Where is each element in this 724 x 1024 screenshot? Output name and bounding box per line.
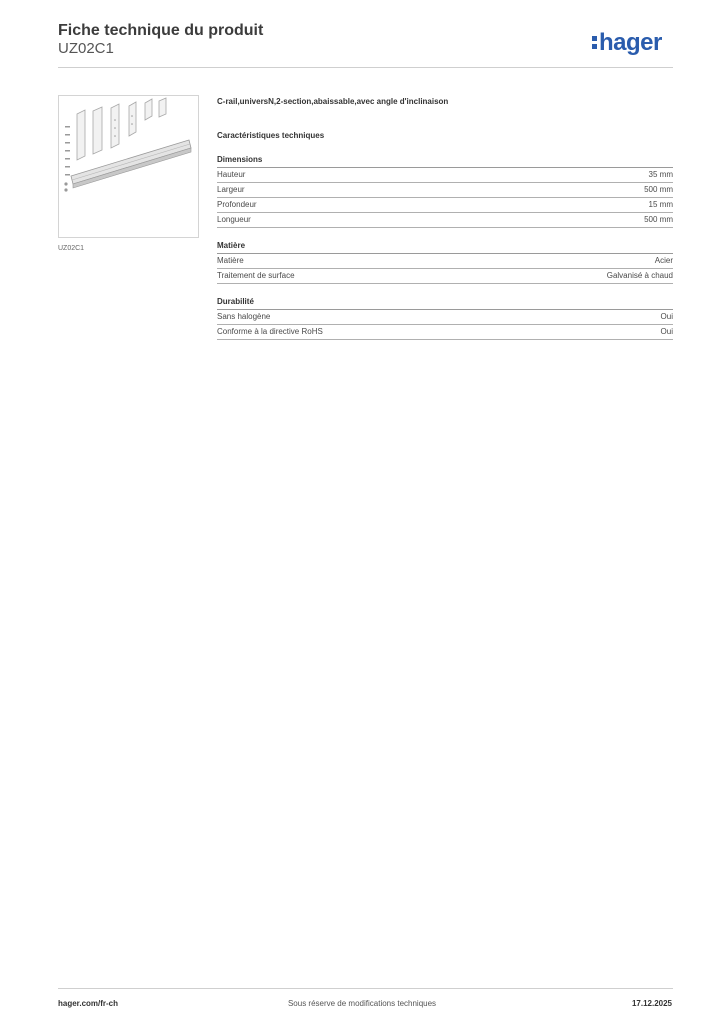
spec-label: Traitement de surface [217,271,295,280]
spec-row [217,198,673,213]
spec-value: 35 mm [648,170,673,179]
spec-content [217,96,673,340]
spec-label: Matière [217,256,244,265]
spec-row [217,254,673,269]
footer-website-link[interactable]: hager.com/fr-ch [58,999,119,1008]
spec-row [217,310,673,325]
spec-value: Galvanisé à chaud [606,271,673,280]
header-divider [58,67,673,68]
section-durability [217,297,673,340]
spec-row [217,213,673,228]
spec-row [217,183,673,198]
spec-value: Acier [654,256,673,265]
spec-label: Largeur [217,185,245,194]
spec-row [217,168,673,183]
section-heading: Durabilité [217,297,673,310]
spec-label: Longueur [217,215,251,224]
footer-divider [58,988,673,989]
product-image [58,95,199,238]
section-heading: Dimensions [217,155,673,168]
spec-row [217,325,673,340]
spec-value: 15 mm [648,200,673,209]
hager-logo [592,28,676,58]
footer-date: 17.12.2025 [631,999,672,1008]
spec-label: Sans halogène [217,312,271,321]
image-caption: UZ02C1 [58,245,85,252]
spec-label: Conforme à la directive RoHS [217,327,323,336]
section-material [217,241,673,284]
product-title: C-rail,universN,2-section,abaissable,avec angle d'inclinaison [217,97,449,106]
page-title: Fiche technique du produit [58,22,264,39]
product-code: UZ02C1 [58,40,114,57]
section-heading: Matière [217,241,673,254]
spec-label: Profondeur [217,200,257,209]
footer-disclaimer: Sous réserve de modifications techniques [287,999,437,1008]
spec-value: Oui [660,327,673,336]
spec-value: 500 mm [644,215,673,224]
spec-label: Hauteur [217,170,246,179]
tech-heading: Caractéristiques techniques [217,131,325,140]
spec-value: Oui [660,312,673,321]
svg-text:hager: hager [599,29,662,56]
spec-row [217,269,673,284]
section-dimensions [217,155,673,228]
spec-value: 500 mm [644,185,673,194]
